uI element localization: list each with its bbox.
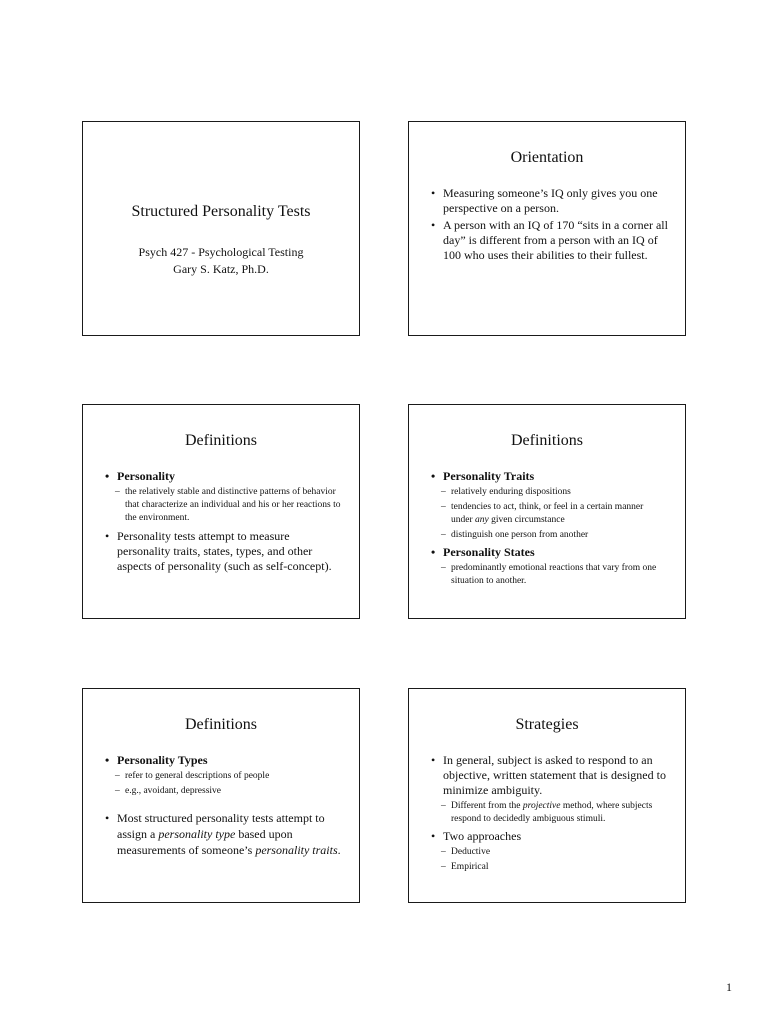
slide-definitions-types	[82, 688, 360, 903]
slide-heading: Definitions	[185, 432, 257, 449]
sub-bullet-item: – predominantly emotional reactions that vary from one situation to another.	[429, 562, 671, 588]
sub-bullet-item: – Deductive	[429, 846, 671, 859]
bullet-item: • Personality tests attempt to measure personality traits, states, types, and other aspects of personality (such as self-concept).	[103, 529, 345, 574]
bullet-item: • Measuring someone’s IQ only gives you one perspective on a person.	[429, 186, 671, 216]
sub-bullet-item: – distinguish one person from another	[429, 529, 671, 542]
bullet-item: • A person with an IQ of 170 “sits in a corner all day” is different from a person with an IQ of 100 who uses their abilities to their fullest.	[429, 218, 671, 263]
bullet-item: • Two approaches	[429, 829, 671, 844]
bullet-item: • Personality Types	[103, 753, 345, 768]
sub-bullet-item: – refer to general descriptions of people	[103, 770, 345, 783]
slide-body	[103, 753, 345, 860]
page-number: 1	[726, 980, 732, 994]
slide-heading: Definitions	[511, 432, 583, 449]
text-span: method, where subjects respond to decidedly ambiguous stimuli.	[451, 801, 653, 824]
text-span: Most structured personality tests attempt to assign a	[117, 811, 325, 841]
slide-heading: Strategies	[515, 716, 579, 733]
slide-subtitle	[83, 244, 359, 278]
text-span: given circumstance	[488, 515, 565, 525]
slide-heading: Orientation	[510, 149, 584, 166]
spacer	[103, 798, 345, 810]
emphasis-text: personality traits	[255, 843, 338, 857]
slide-strategies	[408, 688, 686, 903]
slide-heading: Definitions	[185, 716, 257, 733]
sub-bullet-item: – e.g., avoidant, depressive	[103, 785, 345, 798]
sub-bullet-item: – relatively enduring dispositions	[429, 486, 671, 499]
slide-orientation	[408, 121, 686, 336]
course-line: Psych 427 - Psychological Testing	[138, 245, 304, 259]
sub-bullet-item	[429, 800, 671, 826]
sub-bullet-item: – the relatively stable and distinctive patterns of behavior that characterize an individual and his or her reactions to the environment.	[103, 486, 345, 525]
text-span: based upon measurements of someone’s	[117, 827, 293, 857]
slide-body	[429, 753, 671, 874]
slide-body	[103, 469, 345, 576]
slide-body	[429, 469, 671, 588]
slide-definitions-traits-states	[408, 404, 686, 619]
emphasis-text: projective	[522, 801, 561, 811]
slide-title	[82, 121, 360, 336]
slide-definitions-personality	[82, 404, 360, 619]
bullet-item: • Personality	[103, 469, 345, 484]
text-span: .	[337, 843, 341, 857]
text-span: Different from the	[451, 801, 523, 811]
emphasis-text: personality type	[158, 827, 236, 841]
emphasis-text: any	[475, 515, 489, 525]
sub-bullet-item: – Empirical	[429, 861, 671, 874]
bullet-item: • In general, subject is asked to respond to an objective, written statement that is designed to minimize ambiguity.	[429, 753, 671, 798]
bullet-item	[103, 810, 345, 858]
bullet-item: • Personality States	[429, 545, 671, 560]
text-span: tendencies to act, think, or feel in a certain manner under	[451, 502, 644, 525]
slide-body	[429, 186, 671, 265]
slide-title-heading: Structured Personality Tests	[131, 203, 311, 220]
author-line: Gary S. Katz, Ph.D.	[173, 262, 269, 276]
bullet-item: • Personality Traits	[429, 469, 671, 484]
sub-bullet-item	[429, 501, 671, 527]
